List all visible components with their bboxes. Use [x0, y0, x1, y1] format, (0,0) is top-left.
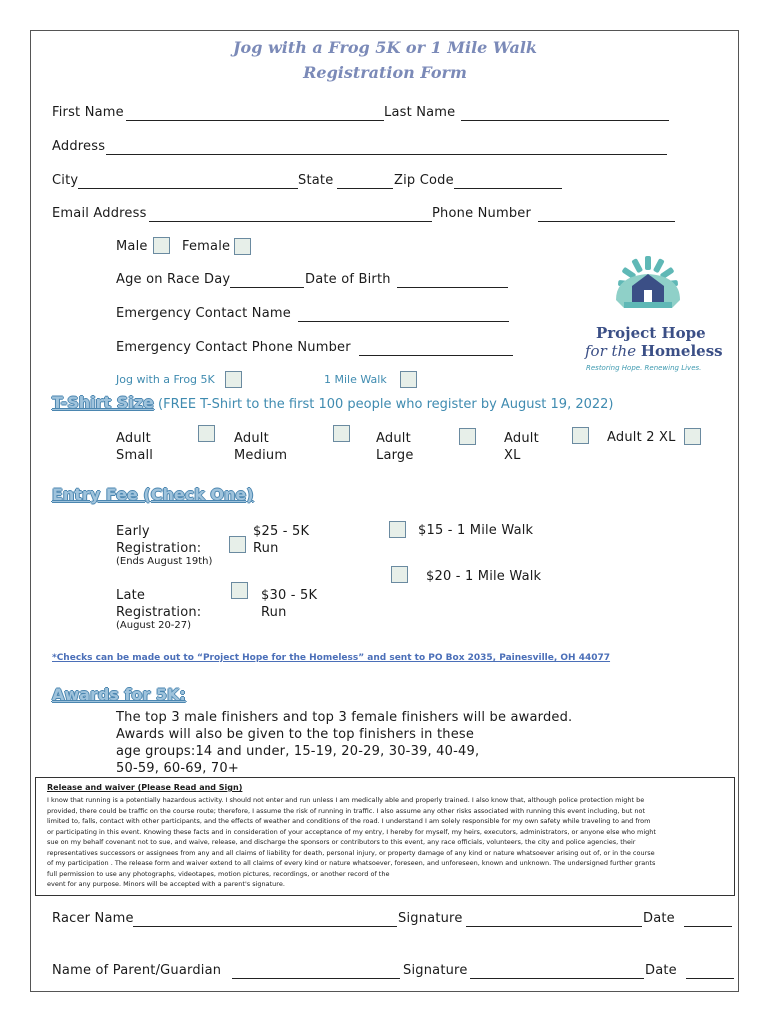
- parent-signature-field[interactable]: [470, 978, 644, 979]
- logo-homeless: Homeless: [640, 342, 723, 360]
- late-registration-label: [116, 587, 201, 621]
- age-field[interactable]: [230, 287, 304, 288]
- event-walk-label: 1 Mile Walk: [324, 373, 387, 386]
- phone-label: Phone Number: [432, 206, 532, 221]
- awards-heading: Awards for 5K:: [52, 685, 186, 704]
- size-xl-line1: Adult: [504, 431, 539, 446]
- early-registration-label: [116, 523, 201, 557]
- late-5k-label: [261, 587, 317, 621]
- size-2xl-checkbox[interactable]: [684, 428, 701, 445]
- racer-date-label: Date: [643, 911, 675, 926]
- racer-name-field[interactable]: [133, 926, 397, 927]
- late-line2: Registration:: [116, 605, 202, 620]
- city-label: City: [52, 173, 79, 188]
- first-name-label: First Name: [52, 105, 124, 120]
- dob-field[interactable]: [397, 287, 508, 288]
- size-small-line2: Small: [116, 448, 154, 463]
- early-note: (Ends August 19th): [116, 556, 213, 567]
- racer-name-label: Racer Name: [52, 911, 134, 926]
- size-xl-label: [504, 430, 539, 464]
- address-field[interactable]: [106, 154, 667, 155]
- late-walk-checkbox[interactable]: [391, 566, 408, 583]
- last-name-field[interactable]: [461, 120, 669, 121]
- waiver-heading: Release and waiver (Please Read and Sign): [47, 783, 243, 792]
- size-small-checkbox[interactable]: [198, 425, 215, 442]
- early-line2: Registration:: [116, 541, 202, 556]
- form-title: Jog with a Frog 5K or 1 Mile Walk: [232, 38, 538, 57]
- size-small-label: [116, 430, 153, 464]
- checks-note: *Checks can be made out to “Project Hope for the Homeless” and sent to PO Box 2035, Painesville, OH 44077: [52, 653, 611, 663]
- city-field[interactable]: [78, 188, 298, 189]
- parent-name-field[interactable]: [232, 978, 400, 979]
- awards-line4: 50-59, 60-69, 70+: [116, 761, 239, 776]
- male-label: Male: [116, 239, 148, 254]
- last-name-label: Last Name: [384, 105, 456, 120]
- late-line1: Late: [116, 588, 146, 603]
- early-5k-label: [253, 523, 309, 557]
- age-label: Age on Race Day: [116, 272, 231, 287]
- emergency-phone-label: Emergency Contact Phone Number: [116, 340, 351, 355]
- early-line1: Early: [116, 524, 150, 539]
- size-small-line1: Adult: [116, 431, 151, 446]
- waiver-line-7: of my participation . The release form and waiver extend to all claims of every kind or nature whatsoever, foreseen, and unforeseen, known and unknown. The undersigned further grants: [47, 859, 656, 867]
- waiver-box: [35, 777, 735, 896]
- event-walk-checkbox[interactable]: [400, 371, 417, 388]
- male-checkbox[interactable]: [153, 237, 170, 254]
- state-field[interactable]: [337, 188, 393, 189]
- waiver-line-1: I know that running is a potentially hazardous activity. I should not enter and run unless I am medically able and properly trained. I also know that, although police protection might be: [47, 796, 645, 804]
- parent-signature-label: Signature: [403, 963, 468, 978]
- waiver-line-4: or participating in this event. Knowing these facts and in consideration of your acceptance of my entry, I hereby for myself, my heirs, executors, administrators, or anyone else who might: [47, 827, 656, 836]
- size-2xl-label: Adult 2 XL: [607, 430, 676, 445]
- awards-line3: age groups:14 and under, 15-19, 20-29, 30-39, 40-49,: [116, 744, 480, 759]
- emergency-phone-field[interactable]: [359, 355, 513, 356]
- early-walk-checkbox[interactable]: [389, 521, 406, 538]
- late-5k-line1: $30 - 5K: [261, 588, 318, 603]
- event-5k-checkbox[interactable]: [225, 371, 242, 388]
- entry-fee-heading: Entry Fee (Check One): [52, 485, 254, 504]
- size-xl-line2: XL: [504, 448, 521, 463]
- tshirt-heading-row: [52, 393, 614, 412]
- logo-for-the: for the: [585, 342, 637, 360]
- late-walk-label: $20 - 1 Mile Walk: [426, 569, 542, 584]
- late-5k-line2: Run: [261, 605, 287, 620]
- parent-date-label: Date: [645, 963, 677, 978]
- size-medium-checkbox[interactable]: [333, 425, 350, 442]
- late-5k-checkbox[interactable]: [231, 582, 248, 599]
- waiver-line-5: sue on my behalf covenant not to sue, and waive, release, and discharge the sponsors or contributors to this event, any race officials, volunteers, the city and police agencies, their: [47, 838, 636, 846]
- emergency-name-field[interactable]: [298, 321, 509, 322]
- waiver-line-8: full permission to use any photographs, videotapes, motion pictures, recordings, or another record of the: [47, 869, 390, 878]
- tshirt-heading: T-Shirt Size: [52, 393, 154, 412]
- first-name-field[interactable]: [126, 120, 384, 121]
- size-medium-line2: Medium: [234, 448, 288, 463]
- early-5k-line2: Run: [253, 541, 279, 556]
- state-label: State: [298, 173, 334, 188]
- awards-line2: Awards will also be given to the top finishers in these: [116, 727, 475, 742]
- early-walk-label: $15 - 1 Mile Walk: [418, 523, 534, 538]
- phone-field[interactable]: [538, 221, 675, 222]
- female-checkbox[interactable]: [234, 238, 251, 255]
- email-label: Email Address: [52, 206, 147, 221]
- parent-date-field[interactable]: [686, 978, 734, 979]
- waiver-line-3: limited to, falls, contact with other participants, and the effects of weather and conditions of the road. I understand I am solely responsible for my own safety while traveling to and from: [47, 817, 651, 825]
- racer-date-field[interactable]: [684, 926, 732, 927]
- emergency-name-label: Emergency Contact Name: [116, 306, 291, 321]
- late-note: (August 20-27): [116, 620, 192, 631]
- zip-field[interactable]: [454, 188, 562, 189]
- size-medium-label: [234, 430, 287, 464]
- early-5k-checkbox[interactable]: [229, 536, 246, 553]
- tshirt-note: (FREE T-Shirt to the first 100 people who register by August 19, 2022): [153, 397, 614, 412]
- zip-label: Zip Code: [394, 173, 454, 188]
- parent-name-label: Name of Parent/Guardian: [52, 963, 222, 978]
- logo-name-line2: [585, 342, 723, 360]
- size-large-checkbox[interactable]: [459, 428, 476, 445]
- email-field[interactable]: [149, 221, 432, 222]
- logo-tagline: Restoring Hope. Renewing Lives.: [586, 364, 702, 372]
- size-large-line2: Large: [376, 448, 414, 463]
- logo-sunburst-icon: [604, 256, 692, 318]
- logo-name-line1: Project Hope: [596, 324, 706, 342]
- size-medium-line1: Adult: [234, 431, 269, 446]
- address-label: Address: [52, 139, 106, 154]
- waiver-line-9: event for any purpose. Minors will be accepted with a parent's signature.: [47, 880, 285, 888]
- waiver-line-6: representatives successors or assignees from any and all claims of liability for death, personal injury, or property damage of any kind or nature whatsoever arising out of, or in the course: [47, 848, 655, 857]
- size-large-label: [376, 430, 414, 464]
- female-label: Female: [182, 239, 231, 254]
- event-5k-label: Jog with a Frog 5K: [116, 373, 215, 386]
- waiver-line-2: provided, there could be traffic on the course route; therefore, I assume the risk of running in traffic. I also assume any other risks associated with running this event including, but not: [47, 806, 646, 815]
- early-5k-line1: $25 - 5K: [253, 524, 310, 539]
- racer-signature-label: Signature: [398, 911, 463, 926]
- size-large-line1: Adult: [376, 431, 411, 446]
- awards-line1: The top 3 male finishers and top 3 female finishers will be awarded.: [116, 710, 573, 725]
- racer-signature-field[interactable]: [466, 926, 642, 927]
- size-xl-checkbox[interactable]: [572, 427, 589, 444]
- form-subtitle: Registration Form: [303, 63, 467, 82]
- project-hope-logo: [604, 256, 692, 318]
- dob-label: Date of Birth: [305, 272, 391, 287]
